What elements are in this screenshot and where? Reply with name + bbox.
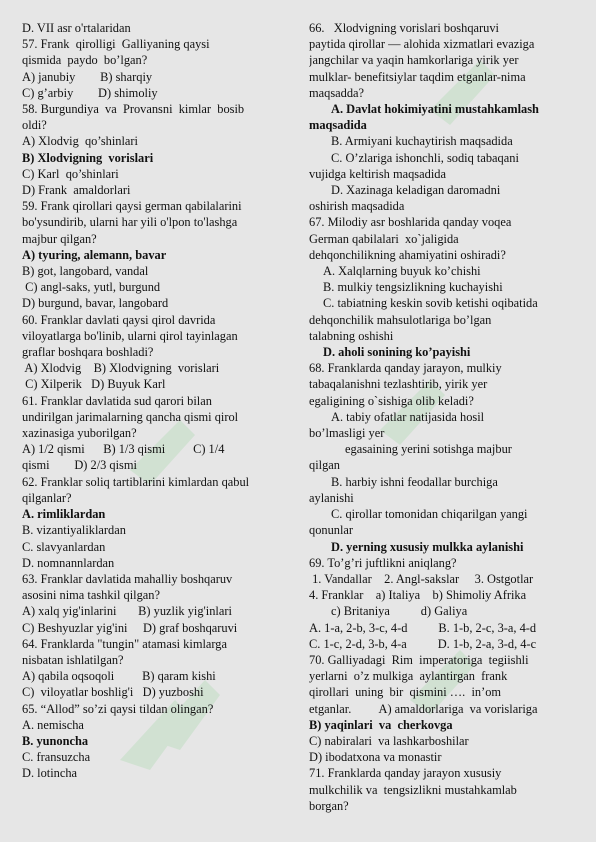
text-line: A) qabila oqsoqoli B) qaram kishi <box>22 669 216 684</box>
text-line: 61. Franklar davlatida sud qarori bilan <box>22 393 212 408</box>
text-line: jangchilar va yaqin hamkorlariga yirik yer <box>309 53 519 68</box>
text-line: qismi D) 2/3 qismi <box>22 458 137 473</box>
text-line: C) nabiralari va lashkarboshilar <box>309 733 469 748</box>
text-line: bo'ysundirib, ularni har yili o'lpon to'lashga <box>22 215 238 230</box>
text-line: A) 1/2 qismi B) 1/3 qismi C) 1/4 <box>22 442 225 457</box>
text-line: dehqonchilik mahsulotlariga bo’lgan <box>309 312 492 327</box>
text-line: talabning oshishi <box>309 328 394 343</box>
text-line: D. VII asr o'rtalaridan <box>22 21 131 35</box>
text-line: A) xalq yig'inlarini B) yuzlik yig'inlari <box>22 604 232 619</box>
text-line: 70. Galliyadagi Rim imperatoriga tegiishli <box>309 652 529 667</box>
text-line: etganlar. A) amaldorlariga va vorislariga <box>309 701 538 716</box>
text-line: oldi? <box>22 118 47 133</box>
right-column <box>309 20 571 814</box>
text-line: qonunlar <box>309 523 354 538</box>
text-line: 64. Franklarda "tungin" atamasi kimlarga <box>22 636 227 651</box>
text-line: egasaining yerini sotishga majbur <box>345 442 512 457</box>
text-line: D) Frank amaldorlari <box>22 183 131 198</box>
text-line: C. fransuzcha <box>22 750 91 765</box>
text-line: mulkchilik va tengsizlikni mustahkamlab <box>309 782 517 797</box>
text-line: C) Karl qo’shinlari <box>22 166 119 181</box>
text-line: majbur qilgan? <box>22 231 97 246</box>
text-line: borgan? <box>309 798 349 813</box>
text-line: D. Xazinaga keladigan daromadni <box>331 183 501 198</box>
text-line: undirilgan jarimalarning qancha qismi qirol <box>22 409 239 424</box>
text-line: xazinasiga yuborilgan? <box>22 426 137 441</box>
text-line: A. Davlat hokimiyatini mustahkamlash <box>331 102 539 117</box>
text-line: A. Xalqlarning buyuk ko’chishi <box>323 264 481 279</box>
text-line: 63. Franklar davlatida mahalliy boshqaruv <box>22 571 233 586</box>
text-line: D) burgund, bavar, langobard <box>22 296 169 311</box>
text-line: A. 1-a, 2-b, 3-c, 4-d B. 1-b, 2-c, 3-a, 4-d <box>309 620 537 635</box>
text-line: maqsadida <box>309 118 367 133</box>
text-line: D. yerning xususiy mulkka aylanishi <box>331 539 524 554</box>
text-line: C) Beshyuzlar yig'ini D) graf boshqaruvi <box>22 620 238 635</box>
text-line: vujidga keltirish maqsadida <box>309 166 446 181</box>
text-line: 62. Franklar soliq tartiblarini kimlardan qabul <box>22 474 250 489</box>
text-line: oshirish maqsadida <box>309 199 405 214</box>
text-line: B) Xlodvigning vorislari <box>22 150 154 165</box>
text-line: A) Xlodvig qo’shinlari <box>22 134 138 149</box>
text-line: 4. Franklar a) Italiya b) Shimoliy Afrika <box>309 588 527 603</box>
text-line: qirollari uning bir qismini …. in’om <box>309 685 502 700</box>
text-line: viloyatlarga bo'linib, ularni qirol tayinlagan <box>22 328 238 343</box>
text-line: B. Armiyani kuchaytirish maqsadida <box>331 134 513 149</box>
text-line: maqsadda? <box>309 85 365 100</box>
text-line: 68. Franklarda qanday jarayon, mulkiy <box>309 361 502 376</box>
text-line: C) viloyatlar boshlig'i D) yuzboshi <box>22 685 204 700</box>
text-line: A) janubiy B) sharqiy <box>22 69 153 84</box>
text-line: D. aholi sonining ko’payishi <box>323 345 471 360</box>
text-line: C) Xilperik D) Buyuk Karl <box>22 377 166 392</box>
text-line: qilgan <box>309 458 340 473</box>
text-line: 60. Franklar davlati qaysi qirol davrida <box>22 312 216 327</box>
text-line: C) g’arbiy D) shimoliy <box>22 85 158 100</box>
text-line: A) tyuring, alemann, bavar <box>22 247 167 262</box>
text-line: asosini nima tashkil qilgan? <box>22 588 160 603</box>
text-line: egaligining o`sishiga olib keladi? <box>309 393 474 408</box>
text-line: D. lotincha <box>22 766 78 781</box>
text-line: A. tabiy ofatlar natijasida hosil <box>331 409 485 424</box>
text-line: B) got, langobard, vandal <box>22 264 149 279</box>
text-line: c) Britaniya d) Galiya <box>331 604 468 619</box>
text-line: 66. Xlodvigning vorislari boshqaruvi <box>309 21 499 35</box>
text-line: nisbatan ishlatilgan? <box>22 652 124 667</box>
text-line: B) yaqinlari va cherkovga <box>309 717 453 732</box>
text-line: graflar boshqara boshladi? <box>22 345 154 360</box>
text-line: aylanishi <box>309 490 354 505</box>
text-line: A. rimliklardan <box>22 507 106 522</box>
text-line: mulklar- benefitsiylar taqdim etganlar-nima <box>309 69 526 84</box>
text-line: German qabilalari xo`jaligida <box>309 231 459 246</box>
text-line: 57. Frank qirolligi Galliyaning qaysi <box>22 37 210 52</box>
text-line: B. mulkiy tengsizlikning kuchayishi <box>323 280 503 295</box>
text-line: 67. Milodiy asr boshlarida qanday voqea <box>309 215 512 230</box>
text-line: C) angl-saks, yutl, burgund <box>22 280 161 295</box>
text-line: D. nomnannlardan <box>22 555 115 570</box>
text-line: dehqonchilikning ahamiyatini oshiradi? <box>309 247 506 262</box>
text-line: B. yunoncha <box>22 733 89 748</box>
text-line: B. vizantiyaliklardan <box>22 523 126 538</box>
text-line: tabaqalanishni tezlashtirib, yirik yer <box>309 377 488 392</box>
left-column <box>22 20 286 782</box>
text-line: C. slavyanlardan <box>22 539 106 554</box>
text-line: C. qirollar tomonidan chiqarilgan yangi <box>331 507 528 522</box>
text-line: A) Xlodvig B) Xlodvigning vorislari <box>22 361 220 376</box>
text-line: 69. To’g’ri juftlikni aniqlang? <box>309 555 457 570</box>
text-line: 65. “Allod” so’zi qaysi tildan olingan? <box>22 701 214 716</box>
text-line: paytida qirollar — alohida xizmatlari evaziga <box>309 37 535 52</box>
text-line: B. harbiy ishni feodallar burchiga <box>331 474 498 489</box>
text-line: 71. Franklarda qanday jarayon xususiy <box>309 766 502 781</box>
text-line: C. 1-c, 2-d, 3-b, 4-a D. 1-b, 2-a, 3-d, 4-c <box>309 636 537 651</box>
text-line: qismida paydo bo’lgan? <box>22 53 148 68</box>
text-line: 59. Frank qirollari qaysi german qabilalarini <box>22 199 242 214</box>
text-line: 1. Vandallar 2. Angl-sakslar 3. Ostgotlar <box>309 571 534 586</box>
text-line: 58. Burgundiya va Provansni kimlar bosib <box>22 102 245 117</box>
text-line: C. tabiatning keskin sovib ketishi oqibatida <box>323 296 538 311</box>
text-line: yerlarni o’z mulkiga aylantirgan frank <box>309 669 508 684</box>
text-line: bo’lmasligi yer <box>309 426 385 441</box>
text-line: qilganlar? <box>22 490 72 505</box>
text-line: A. nemischa <box>22 717 84 732</box>
text-line: D) ibodatxona va monastir <box>309 750 442 765</box>
text-line: C. O’zlariga ishonchli, sodiq tabaqani <box>331 150 519 165</box>
